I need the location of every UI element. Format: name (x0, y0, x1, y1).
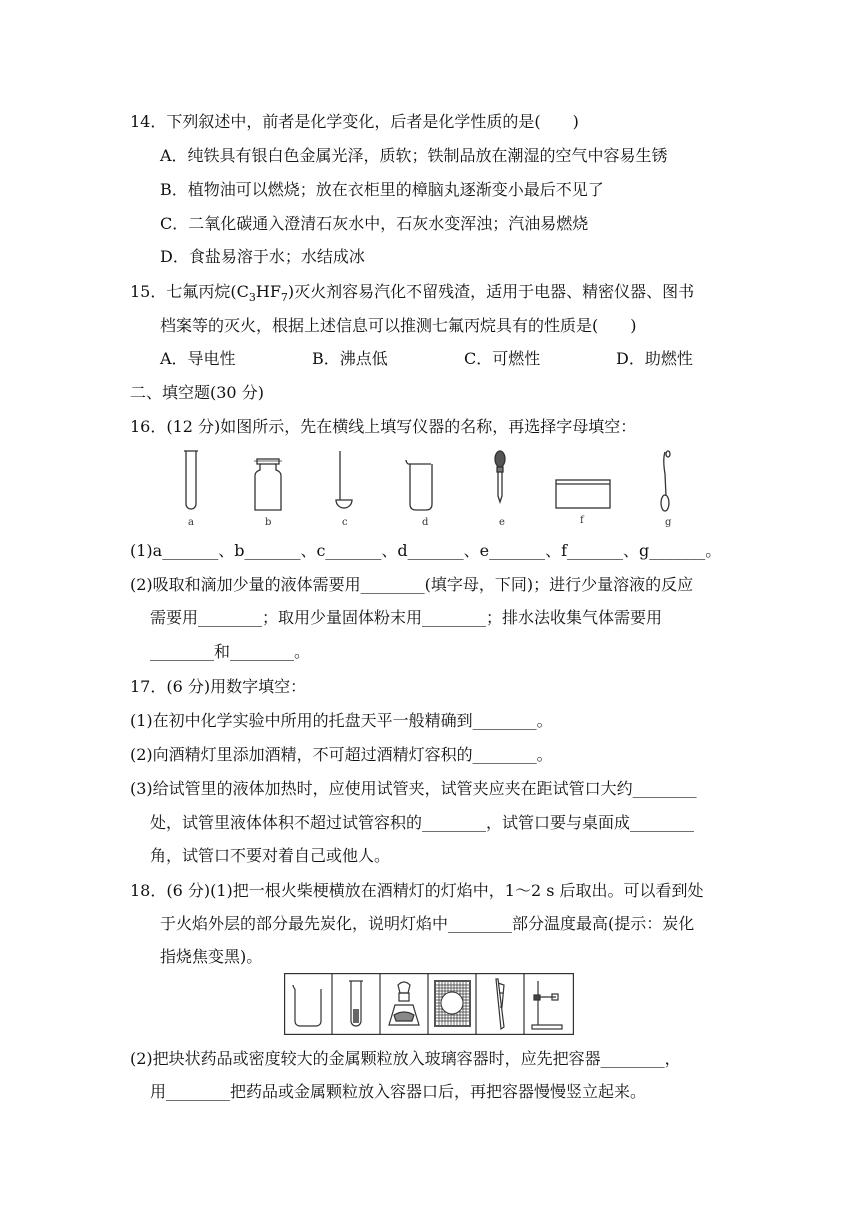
q18-part2-line1: (2)把块状药品或密度较大的金属颗粒放入玻璃容器时，应先把容器________， (130, 1049, 681, 1068)
q17-stem: 17．(6 分)用数字填空： (130, 677, 307, 696)
test-tube-icon (184, 451, 198, 509)
q14-option-b: B．植物油可以燃烧；放在衣柜里的樟脑丸逐渐变小最后不见了 (160, 180, 604, 199)
alcohol-lamp-icon (389, 982, 419, 1025)
iron-stand-icon (532, 981, 562, 1029)
label-d: d (422, 517, 429, 528)
q15-stem (130, 281, 694, 303)
medicine-spoon-icon (661, 451, 670, 511)
q18-line2: 于火焰外层的部分最先炭化，说明灯焰中________部分温度最高(提示：炭化 (160, 914, 695, 933)
q17-part3-line1: (3)给试管里的液体加热时，应使用试管夹，试管夹应夹在距试管口大约________ (130, 779, 697, 798)
test-tube-icon (349, 981, 363, 1026)
q15-sub-7: 7 (280, 291, 288, 305)
test-tube-holder-icon (496, 979, 504, 1029)
q18-line3: 指烧焦变黑)。 (160, 947, 263, 966)
label-e: e (499, 517, 505, 528)
label-c: c (342, 517, 348, 528)
q15-stem-mid: HF (255, 282, 281, 301)
q17-part1: (1)在初中化学实验中所用的托盘天平一般精确到________。 (130, 711, 553, 730)
label-f: f (580, 515, 584, 526)
q15-stem-post: )灭火剂容易汽化不留残渣，适用于电器、精密仪器、图书 (287, 282, 695, 301)
dropper-icon (495, 451, 505, 502)
q16-part2-line2: 需要用________；取用少量固体粉末用________；排水法收集气体需要用 (150, 608, 663, 627)
beaker-icon (293, 985, 321, 1026)
q17-part2: (2)向酒精灯里添加酒精，不可超过酒精灯容积的________。 (130, 745, 553, 764)
q14-stem: 14．下列叙述中，前者是化学变化，后者是化学性质的是( ) (130, 112, 579, 131)
label-g: g (665, 517, 672, 528)
q15-option-c: C．可燃性 (464, 349, 541, 368)
q18-line1: 18．(6 分)(1)把一根火柴梗横放在酒精灯的灯焰中，1～2 s 后取出。可以看到处 (130, 881, 704, 900)
q15-sub-3: 3 (248, 291, 256, 305)
q14-option-d: D．食盐易溶于水；水结成冰 (160, 247, 365, 266)
q15-option-d: D．助燃性 (616, 349, 693, 368)
water-trough-icon (556, 480, 610, 508)
equipment-strip-figure (284, 973, 574, 1035)
q16-part2-line1: (2)吸取和滴加少量的液体需要用________(填字母，下同)；进行少量溶液的反应 (130, 575, 694, 594)
beaker-icon (406, 460, 432, 510)
q16-stem: 16．(12 分)如图所示，先在横线上填写仪器的名称，再选择字母填空： (130, 417, 637, 436)
label-b: b (265, 517, 272, 528)
q15-option-b: B．沸点低 (312, 349, 388, 368)
section-heading: 二、填空题(30 分) (130, 383, 264, 402)
q14-option-a: A．纯铁具有银白色金属光泽，质软；铁制品放在潮湿的空气中容易生锈 (160, 146, 668, 165)
q17-part3-line2: 处，试管里液体体积不超过试管容积的________，试管口要与桌面成________ (150, 813, 695, 832)
q15-options (160, 348, 740, 370)
q14-option-c: C．二氧化碳通入澄清石灰水中，石灰水变浑浊；汽油易燃烧 (160, 214, 589, 233)
q18-part2-line2: 用________把药品或金属颗粒放入容器口后，再把容器慢慢竖立起来。 (150, 1082, 647, 1101)
q15-stem-pre: 15．七氟丙烷(C (130, 282, 249, 301)
q16-part2-line3: ________和________。 (150, 642, 311, 661)
q15-stem-line2: 档案等的灭火，根据上述信息可以推测七氟丙烷具有的性质是( ) (160, 316, 637, 335)
q17-part3-line3: 角，试管口不要对着自己或他人。 (150, 846, 391, 865)
q16-part1: (1)a_______、b_______、c_______、d_______、e_______、f_______、g_______。 (130, 541, 722, 560)
wire-gauze-icon (434, 980, 471, 1027)
q15-option-a: A．导电性 (160, 349, 236, 368)
combustion-spoon-icon (336, 451, 352, 508)
lab-instruments-figure (170, 448, 690, 530)
label-a: a (188, 517, 194, 528)
gas-bottle-icon (254, 459, 282, 510)
